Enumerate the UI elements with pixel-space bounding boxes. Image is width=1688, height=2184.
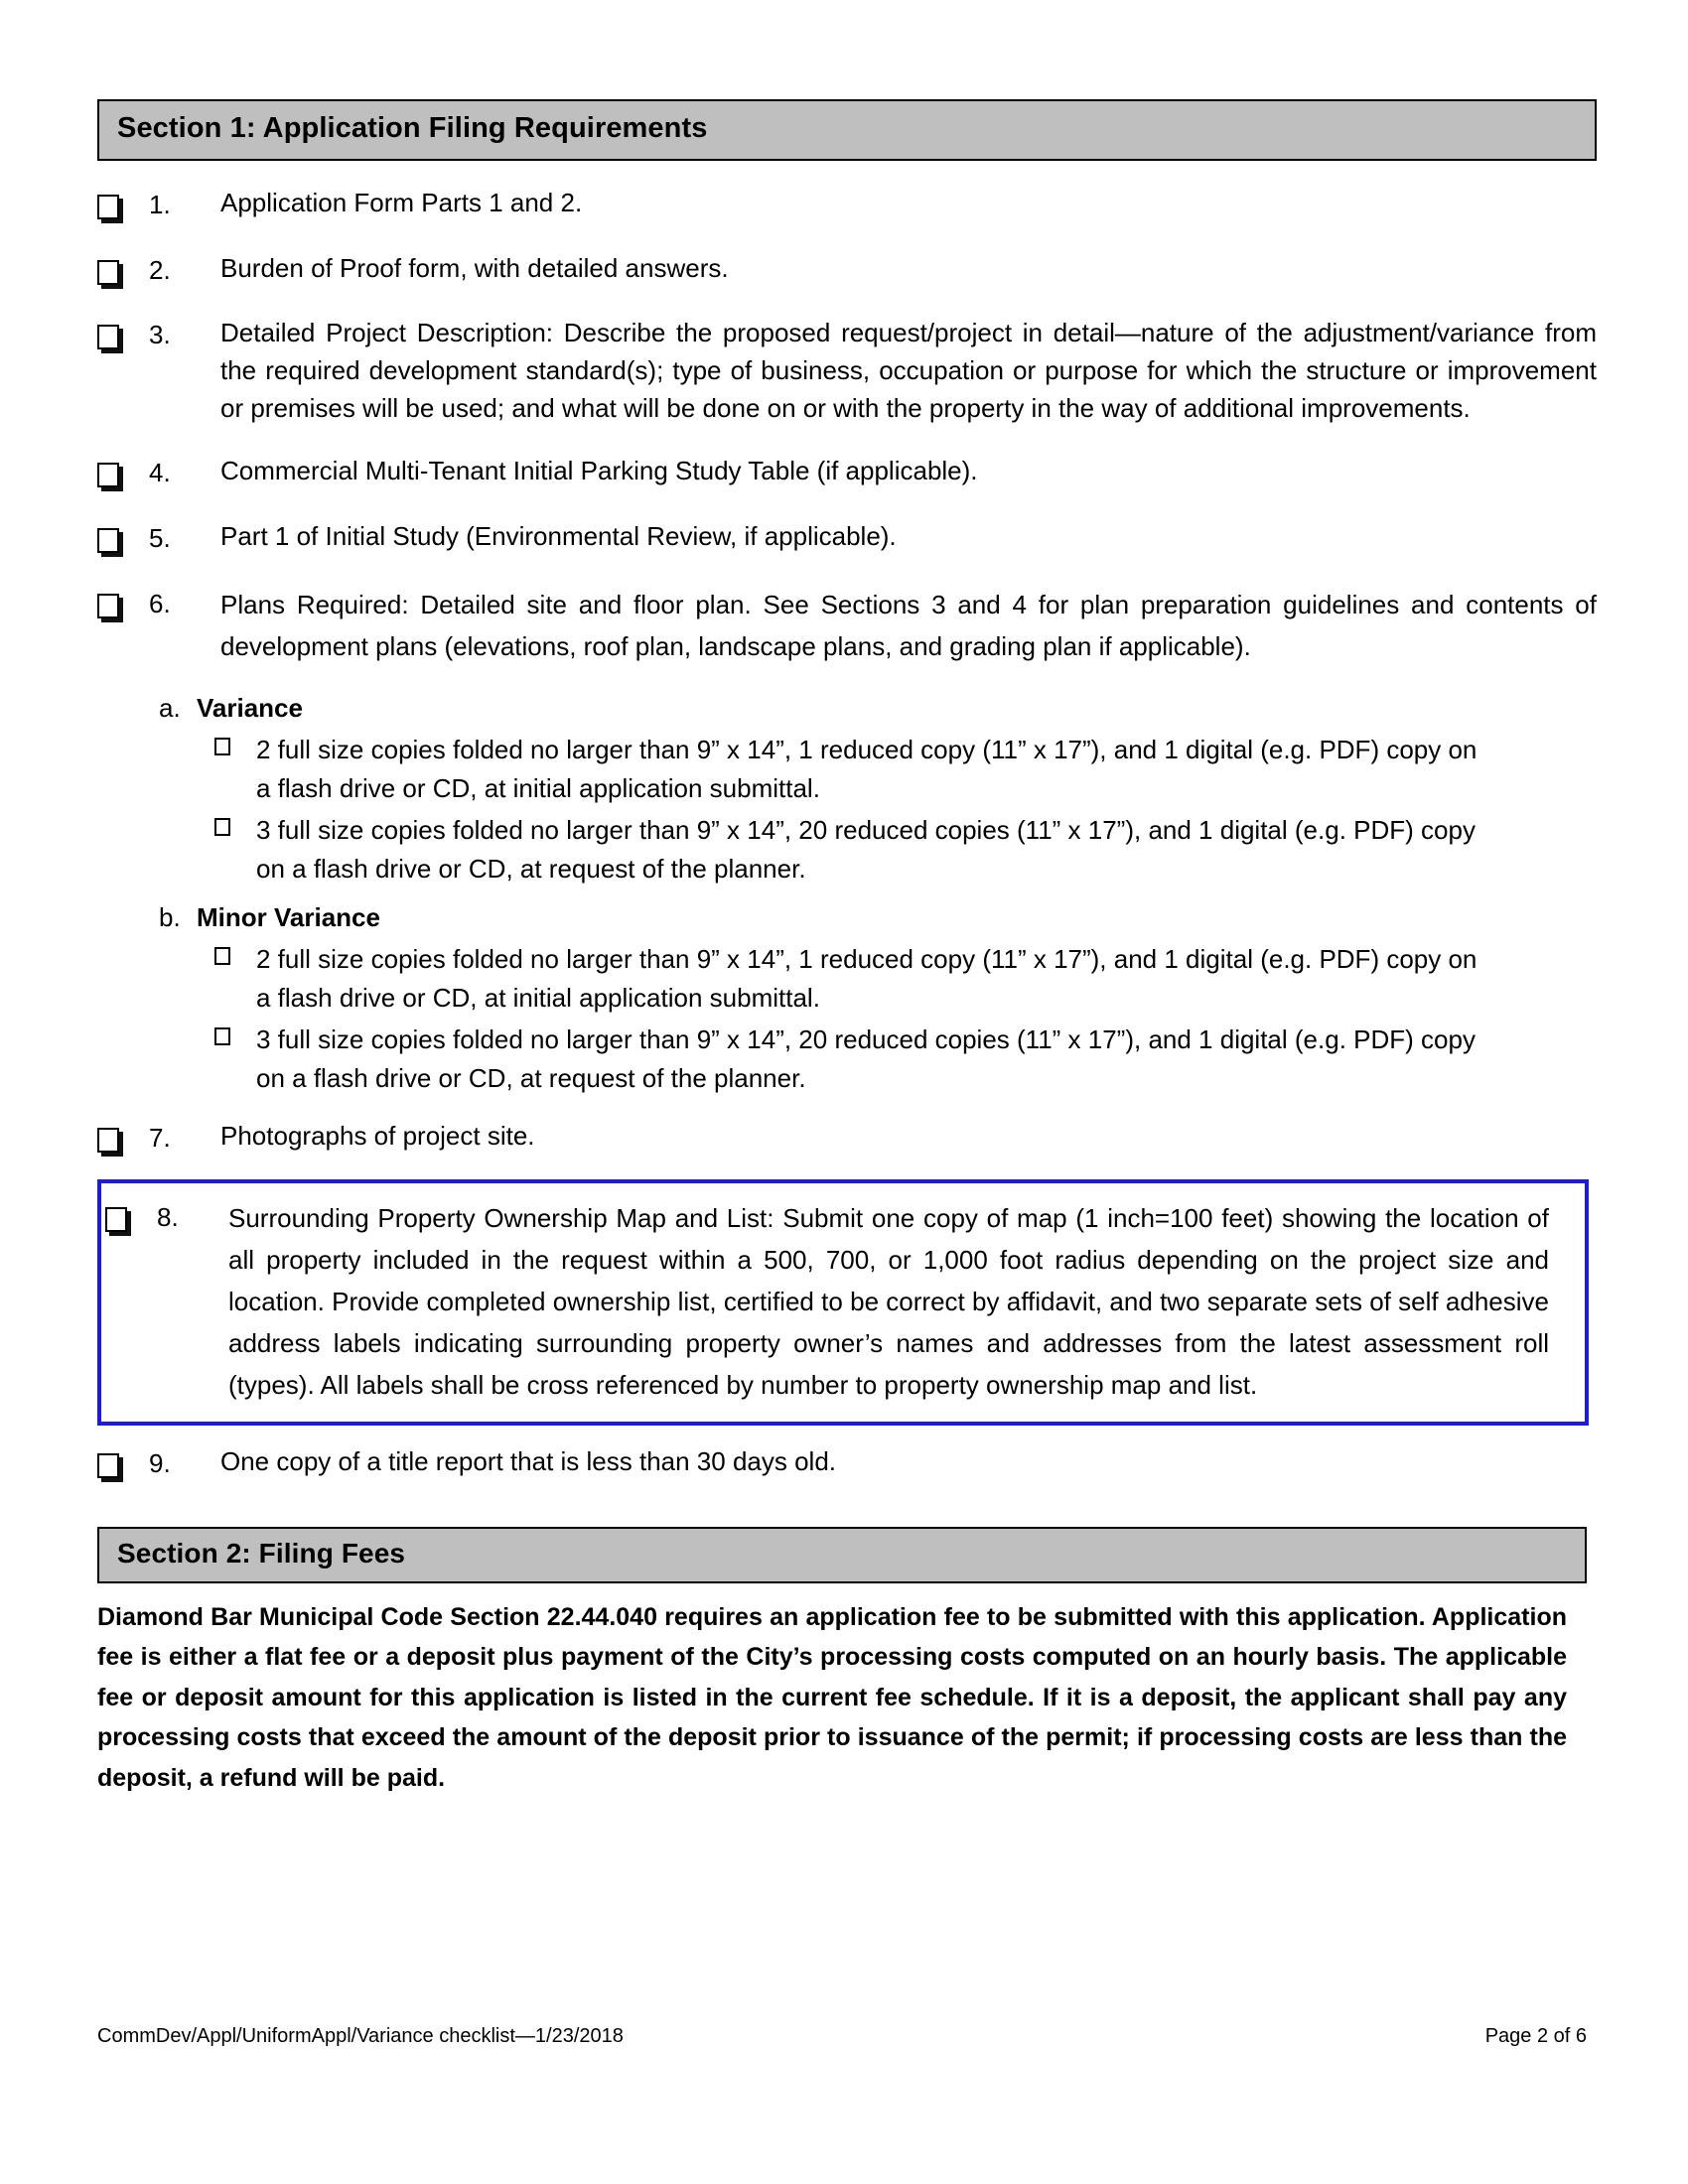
footer-page-number: Page 2 of 6 — [1484, 2025, 1587, 2047]
checkbox-empty-icon[interactable] — [97, 463, 119, 487]
item-number: 1. — [149, 189, 171, 219]
checkbox-empty-icon[interactable] — [97, 260, 119, 285]
checkbox-cell — [97, 1118, 149, 1153]
list-item — [97, 453, 1597, 492]
sub-item-text: 2 full size copies folded no larger than 9” x 14”, 1 reduced copy (11” x 17”), and 1 digital (e.g. PDF) copy on a flash drive or CD, at initial application submittal. — [256, 943, 1477, 1013]
subsection-label: Variance — [197, 692, 303, 723]
page-footer — [97, 2025, 1587, 2048]
checkbox-small-empty-icon[interactable] — [214, 940, 256, 965]
list-item — [97, 185, 1597, 224]
checkbox-cell — [97, 250, 149, 285]
subsection-variance — [97, 689, 1597, 888]
item-text: Detailed Project Description: Describe the proposed request/project in detail—nature of the adjustment/variance from the required development standard(s); type of business, occupation or purpose for which the structure or improvement or premises will be used; and what will be done on or with the property in the way of additional improvements. — [220, 318, 1597, 423]
item-text: Part 1 of Initial Study (Environmental Review, if applicable). — [220, 521, 897, 552]
list-item — [97, 315, 1597, 427]
footer-document-id: CommDev/Appl/UniformAppl/Variance checklist—1/23/2018 — [97, 2025, 624, 2047]
subsection-letter: a. — [159, 692, 181, 723]
checkbox-empty-icon[interactable] — [97, 195, 119, 219]
item-text: Commercial Multi-Tenant Initial Parking Study Table (if applicable). — [220, 456, 978, 486]
item-text: Burden of Proof form, with detailed answers. — [220, 252, 729, 283]
item-text: Surrounding Property Ownership Map and List: Submit one copy of map (1 inch=100 feet) showing the location of all property included in the request within a 500, 700, or 1,000 foot radius depending on the project size and location. Provide completed ownership list, certified to be correct by affidavit, and two separate sets of self adhesive address labels indicating surrounding property owner’s names and addresses from the latest assessment roll (types). All labels shall be cross referenced by number to property ownership map and list. — [228, 1202, 1549, 1401]
item-text: Plans Required: Detailed site and floor plan. See Sections 3 and 4 for plan preparation guidelines and contents of development plans (elevations, roof plan, landscape plans, and grading plan if applicable). — [220, 589, 1597, 661]
sub-item-text: 3 full size copies folded no larger than 9” x 14”, 20 reduced copies (11” x 17”), and 1 digital (e.g. PDF) copy on a flash drive or CD, at request of the planner. — [256, 814, 1476, 884]
item-number: 3. — [149, 320, 171, 350]
checkbox-empty-icon[interactable] — [97, 325, 119, 349]
item-number: 4. — [149, 458, 171, 488]
item-text: Photographs of project site. — [220, 1120, 535, 1151]
checkbox-small-empty-icon[interactable] — [214, 1021, 256, 1045]
item-number: 9. — [149, 1448, 171, 1479]
list-item — [214, 811, 1597, 888]
checkbox-empty-icon[interactable] — [97, 594, 119, 618]
subsection-minor-variance — [97, 898, 1597, 1098]
list-item — [97, 518, 1597, 558]
checkbox-empty-icon[interactable] — [105, 1207, 127, 1232]
filing-requirements-list — [97, 185, 1597, 1483]
list-item — [97, 250, 1597, 290]
checkbox-empty-icon[interactable] — [97, 1453, 119, 1478]
page-content — [97, 99, 1597, 1798]
list-item — [214, 731, 1597, 808]
checkbox-cell — [97, 1443, 149, 1478]
section-1-heading: Section 1: Application Filing Requirements — [97, 99, 1597, 161]
list-item — [105, 1197, 1565, 1407]
checkbox-cell — [97, 315, 149, 349]
checkbox-cell — [97, 584, 149, 618]
item-number: 6. — [149, 588, 171, 618]
item-number: 8. — [157, 1201, 179, 1232]
section-2-heading: Section 2: Filing Fees — [97, 1527, 1587, 1583]
checkbox-cell — [97, 185, 149, 219]
checkbox-empty-icon[interactable] — [97, 528, 119, 553]
list-item — [214, 940, 1597, 1018]
checkbox-empty-icon[interactable] — [97, 1128, 119, 1153]
checkbox-cell — [97, 518, 149, 553]
list-item — [97, 584, 1597, 667]
item-text: One copy of a title report that is less than 30 days old. — [220, 1446, 837, 1477]
highlighted-requirement-box — [97, 1179, 1589, 1427]
list-item — [97, 1118, 1597, 1158]
checkbox-cell — [97, 453, 149, 487]
item-text: Application Form Parts 1 and 2. — [220, 187, 583, 217]
subsection-heading — [159, 898, 1597, 937]
checkbox-small-empty-icon[interactable] — [214, 731, 256, 755]
list-item — [97, 1443, 1597, 1483]
sub-item-text: 3 full size copies folded no larger than 9” x 14”, 20 reduced copies (11” x 17”), and 1 digital (e.g. PDF) copy on a flash drive or CD, at request of the planner. — [256, 1024, 1476, 1093]
checkbox-small-empty-icon[interactable] — [214, 811, 256, 836]
subsection-heading — [159, 689, 1597, 728]
filing-fees-body: Diamond Bar Municipal Code Section 22.44.040 requires an application fee to be submitted with this application. Application fee is either a flat fee or a deposit plus payment of the City’s processing costs computed on an hourly basis. The applicable fee or deposit amount for this application is listed in the current fee schedule. If it is a deposit, the applicant shall pay any processing costs that exceed the amount of the deposit prior to issuance of the permit; if processing costs are less than the deposit, a refund will be paid. — [97, 1602, 1567, 1792]
subsection-letter: b. — [159, 901, 181, 932]
item-number: 5. — [149, 523, 171, 554]
checkbox-cell — [105, 1197, 157, 1232]
subsection-label: Minor Variance — [197, 901, 380, 932]
list-item — [214, 1021, 1597, 1098]
item-number: 7. — [149, 1122, 171, 1153]
item-number: 2. — [149, 254, 171, 285]
sub-item-text: 2 full size copies folded no larger than 9” x 14”, 1 reduced copy (11” x 17”), and 1 digital (e.g. PDF) copy on a flash drive or CD, at initial application submittal. — [256, 734, 1477, 803]
